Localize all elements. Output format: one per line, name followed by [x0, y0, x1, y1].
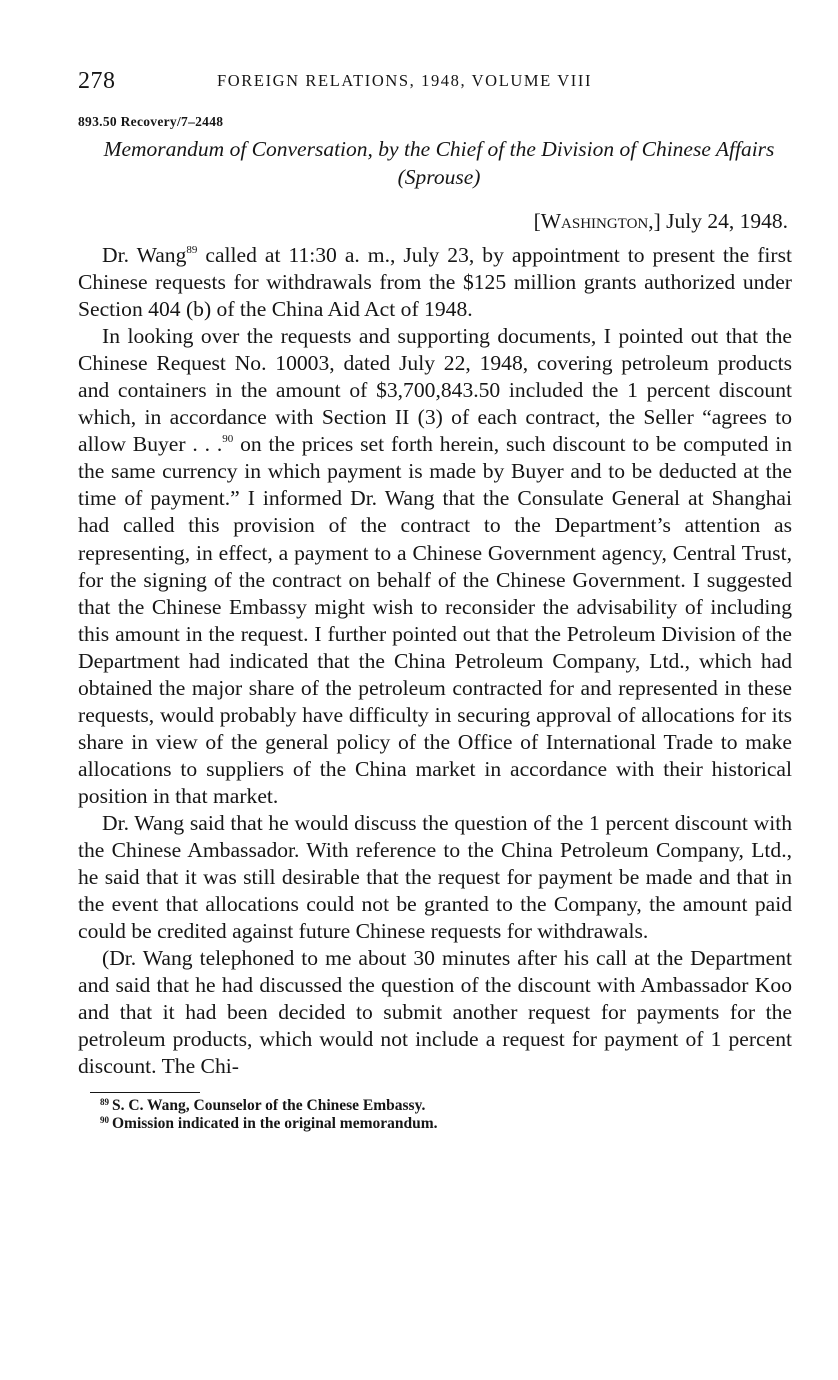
- paragraph-text: Dr. Wang said that he would discuss the question of the 1 percent discount with the Chinese Ambassador. With reference to the China Petroleum Company, Ltd., he said that it was still desirable that the request for payment be made and that in the event that allocations could not be granted to the Company, the amount paid could be credited against future Chinese requests for withdrawals.: [78, 810, 792, 944]
- running-head: [78, 62, 792, 102]
- document-title: Memorandum of Conversation, by the Chief of the Division of Chinese Affairs (Sprouse): [103, 137, 775, 189]
- dateline-place: [Washington,]: [533, 209, 661, 233]
- footnote-90: [100, 1115, 792, 1133]
- paragraph: [78, 945, 792, 1080]
- paragraph: [78, 810, 792, 945]
- paragraph-text: In looking over the requests and supporting documents, I pointed out that the Chinese Request No. 10003, dated July 22, 1948, covering petroleum products and containers in the amount of $3,700,843.50 included the 1 percent discount which, in accordance with Section II (3) of each contract, the Seller “agrees to allow Buyer . . .: [78, 324, 792, 457]
- document-page: [78, 62, 792, 1133]
- footnote-ref-89[interactable]: 89: [186, 244, 198, 256]
- paragraph: [78, 242, 792, 323]
- memorandum-body: [78, 242, 792, 1080]
- footnote-number: 89: [100, 1097, 109, 1108]
- paragraph-start: Dr. Wang: [102, 243, 187, 267]
- footnotes: [100, 1097, 792, 1133]
- paragraph-text: called at 11:30 a. m., July 23, by appointment to present the first Chinese requests for withdrawals from the $125 million grants authorized under Section 404 (b) of the China Aid Act of 1948.: [78, 243, 792, 322]
- footnote-text: Omission indicated in the original memorandum.: [112, 1115, 438, 1133]
- footnote-number: 90: [100, 1115, 109, 1126]
- footnote-ref-90[interactable]: 90: [222, 433, 234, 446]
- footnote-89: [100, 1097, 792, 1115]
- paragraph-text-continued: on the prices set forth herein, such discount to be computed in the same currency in which payment is made by Buyer and to be deducted at the time of payment.” I informed Dr. Wang that the Consulate General at Shanghai had called this provision of the contract to the Department’s attention as representing, in effect, a payment to a Chinese Government agency, Central Trust, for the signing of the contract on behalf of the Chinese Government. I suggested that the Chinese Embassy might wish to reconsider the advisability of including this amount in the request. I further pointed out that the Petroleum Division of the Department had indicated that the China Petroleum Company, Ltd., which had obtained the major share of the petroleum contracted for and represented in these requests, would probably have difficulty in securing approval of allocations for its share in view of the general policy of the Office of International Trade to make allocations to suppliers of the China market in accordance with their historical position in that market.: [78, 432, 792, 808]
- paragraph-text: (Dr. Wang telephoned to me about 30 minutes after his call at the Department and said that he had discussed the question of the discount with Ambassador Koo and that it had been decided to submit another request for payments for the petroleum products, which would not include a request for payment of 1 percent discount. The Chi-: [78, 946, 792, 1079]
- page-number: 278: [78, 68, 116, 94]
- running-title: FOREIGN RELATIONS, 1948, VOLUME VIII: [217, 71, 593, 90]
- file-reference: 893.50 Recovery/7–2448: [78, 114, 224, 129]
- footnote-text: S. C. Wang, Counselor of the Chinese Embassy.: [112, 1097, 426, 1115]
- dateline-date: July 24, 1948.: [660, 209, 788, 233]
- footnote-divider: [90, 1092, 200, 1093]
- dateline: [78, 209, 792, 234]
- paragraph: [78, 323, 792, 810]
